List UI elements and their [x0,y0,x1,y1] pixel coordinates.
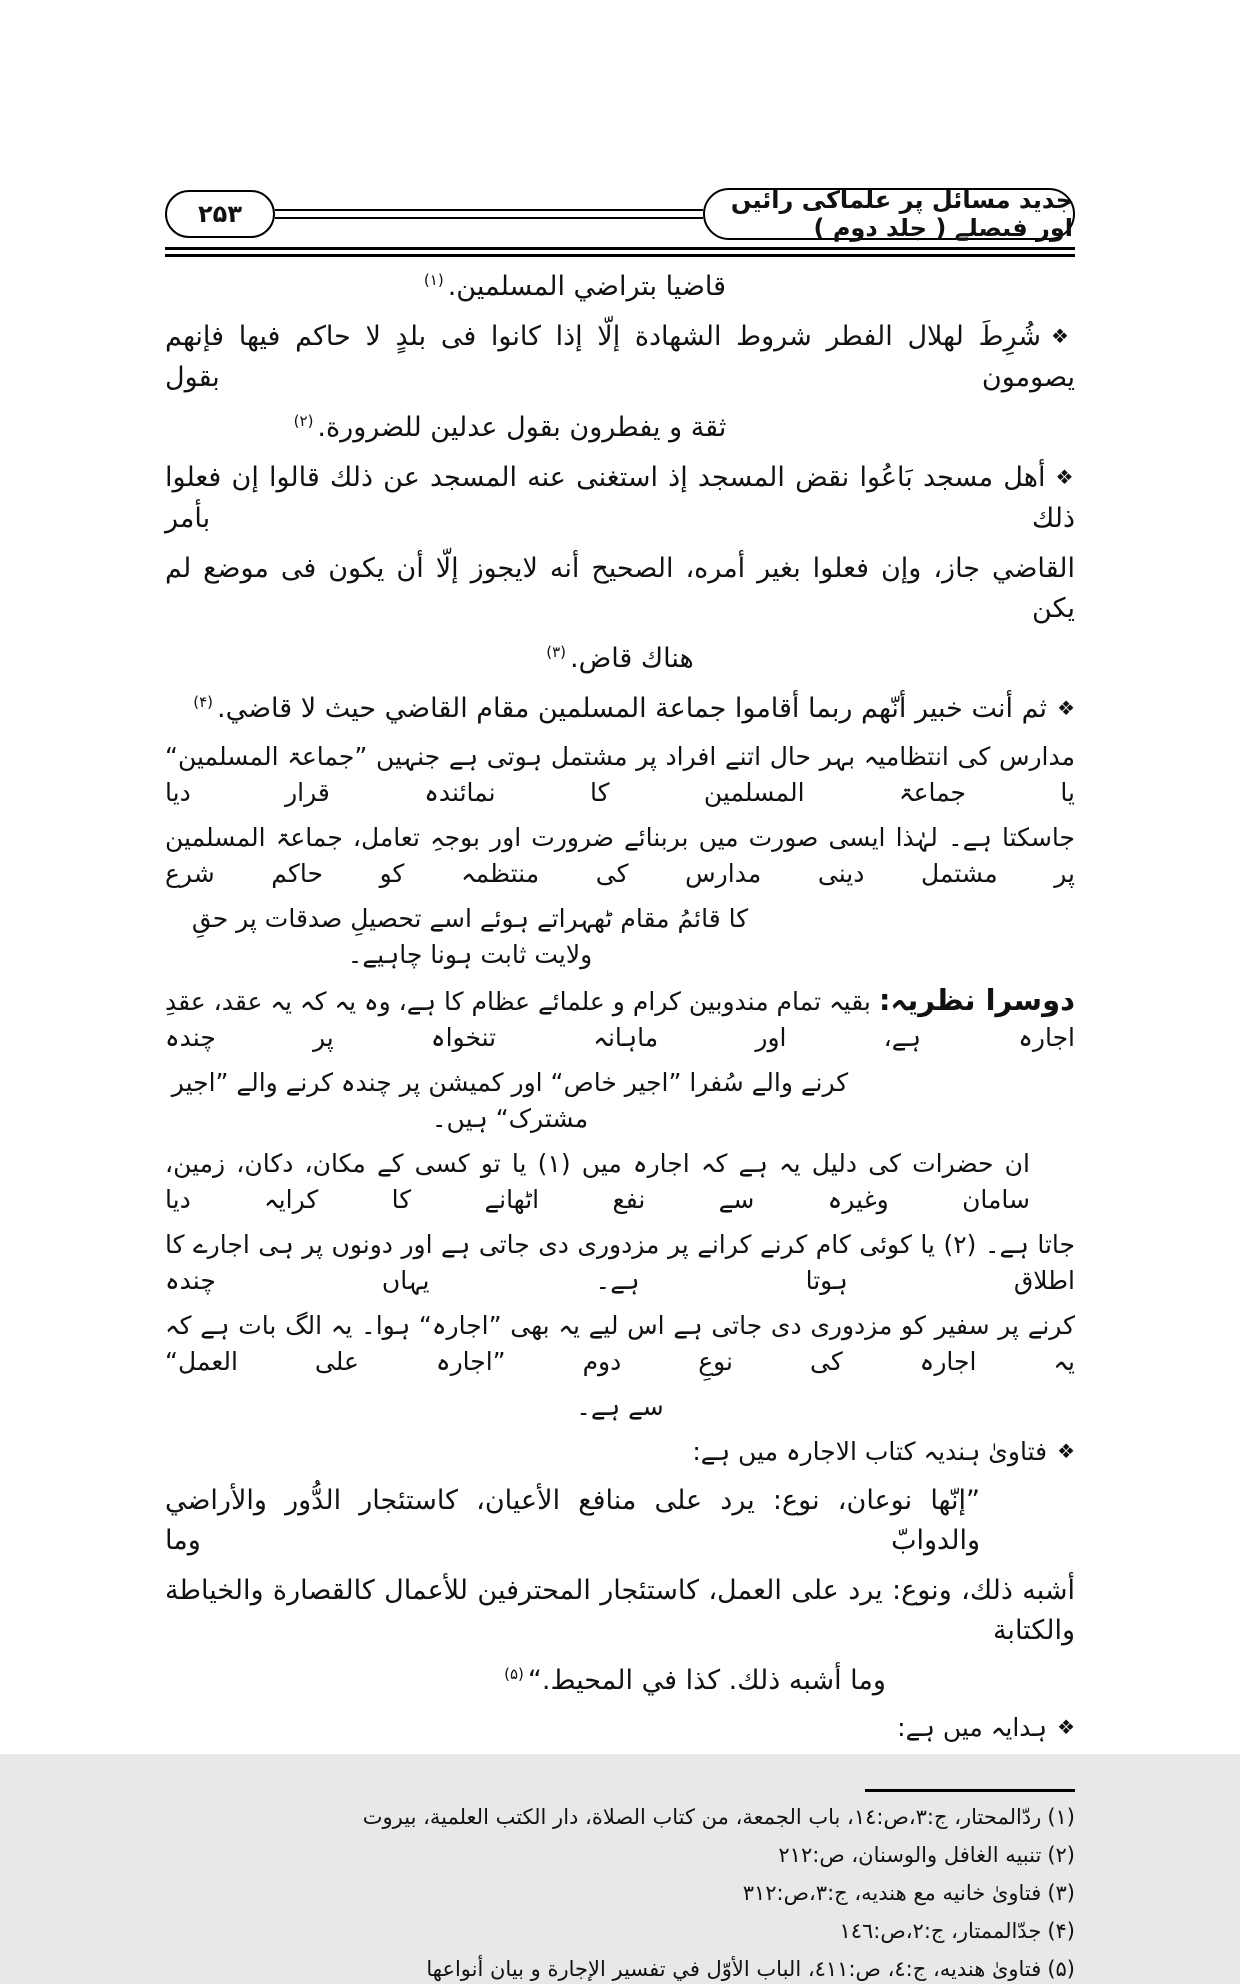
diamond-bullet-icon: ❖ [1057,1715,1075,1739]
footnote-ref-5: (۵) [504,1665,524,1683]
footnote-item [165,1916,1075,1946]
arabic-text: شُرِطَ لهلال الفطر شروط الشهادة إلّا إذا كانوا فى بلدٍ لا حاكم فیها فإنهم یصومون بقول [165,321,1075,393]
urdu-line [165,1227,1075,1299]
urdu-text: ہدایہ میں ہے: [897,1713,1048,1742]
urdu-text: بقیہ تمام مندوبین کرام و علمائے عظام کا ہے، وہ یہ کہ یہ عقد، عقدِ اجارہ ہے، اور ماہانہ تنخواہ پر چندہ [165,987,1075,1052]
diamond-bullet-icon: ❖ [1057,1439,1075,1463]
arabic-continuation-line [165,639,1075,679]
urdu-line [165,739,1075,811]
footnote-marker: (۵) [1047,1957,1075,1981]
book-title: جدید مسائل پر علماکی رائیں اور فیصلے ( جلد دوم ) [730,186,1073,242]
footnote-separator [865,1789,1075,1792]
urdu-text: کا قائمُ مقام ٹھہراتے ہوئے اسے تحصیلِ صدقات پر حقِ ولایت ثابت ہونا چاہیے۔ [191,904,749,969]
arabic-bullet-line [165,458,1075,539]
arabic-quote-line [165,1481,1075,1561]
page-number: ۲۵۳ [198,200,242,228]
arabic-text: أشبه ذلك، ونوع: یرد على العمل، كاستئجار المحترفین للأعمال كالقصارة والخیاطة والكتابة [165,1575,1075,1646]
footnote-item [165,1954,1075,1984]
header-double-rule [165,247,1075,257]
arabic-text: ثقة و یفطرون بقول عدلین للضرورة. [317,412,727,443]
arabic-quote-line [165,1661,1075,1701]
urdu-text: ان حضرات کی دلیل یہ ہے کہ اجارہ میں (۱) یا تو کسی کے مکان، دکان، زمین، سامان وغیرہ سے نفع اٹھانے کا کرایہ دیا [165,1149,1030,1214]
footnote-item [165,1802,1075,1832]
arabic-bullet-line [165,689,1075,730]
footnote-ref-2: (۲) [293,412,314,430]
footnote-marker: (۴) [1047,1919,1075,1943]
header-connector-line [275,209,703,219]
arabic-continuation-line [165,408,1075,448]
urdu-text: مدارس کی انتظامیہ بہر حال اتنے افراد پر مشتمل ہوتی ہے جنہیں ”جماعۃ المسلمین“ یا جماعۃ المسلمین کا نمائندہ قرار دیا [165,742,1075,807]
footnote-item [165,1840,1075,1870]
diamond-bullet-icon: ❖ [1055,465,1075,489]
urdu-bullet-line [165,1710,1075,1747]
diamond-bullet-icon: ❖ [1057,696,1075,720]
arabic-text: قاضیا بتراضي المسلمین. [447,271,727,302]
urdu-text: کرنے والے سُفرا ”اجیر خاص“ اور کمیشن پر چندہ کرنے والے ”اجیر مشترک“ ہیں۔ [171,1068,849,1133]
urdu-line [165,901,1075,973]
urdu-heading-line [165,982,1075,1056]
arabic-text: ”إنّها نوعان، نوع: یرد على منافع الأعیان، كاستئجار الدُّور والأراضي والدوابّ وما [165,1485,980,1556]
arabic-continuation-line [165,549,1075,629]
footnote-text: جدّالممتار، ج:٢،ص:١٤٦ [839,1919,1042,1943]
urdu-line [165,1146,1075,1218]
footnote-text: فتاویٰ هندیه، ج:٤، ص:٤١١، الباب الأوّل في تفسیر الإجارة و بیان أنواعها [426,1957,1042,1981]
book-title-badge [703,188,1075,240]
footnote-text: فتاویٰ خانیه مع هندیه، ج:٣،ص:٣١٢ [742,1881,1042,1905]
arabic-continuation-line [165,267,1075,307]
page-header [165,188,1075,240]
footnote-ref-4: (۴) [193,693,214,711]
urdu-line [165,1308,1075,1380]
arabic-text: هناك قاض. [569,643,694,674]
footnote-marker: (۱) [1047,1805,1075,1829]
footnote-text: تنبیه الغافل والوسنان، ص:٢١٢ [778,1843,1042,1867]
urdu-text: فتاویٰ ہندیہ کتاب الاجارہ میں ہے: [692,1437,1048,1466]
footnote-text: ردّالمحتار، ج:٣،ص:١٤، باب الجمعة، من كتاب الصلاة، دار الكتب العلمیة، بیروت [362,1805,1042,1829]
footnotes-section [165,1789,1075,1984]
footnote-marker: (۲) [1047,1843,1075,1867]
footnote-ref-1: (۱) [423,271,444,289]
arabic-text: القاضي جاز، وإن فعلوا بغیر أمره، الصحیح أنه لایجوز إلّا أن یكون فى موضع لم یكن [165,553,1075,624]
urdu-text: جاتا ہے۔ (۲) یا کوئی کام کرنے کرانے پر مزدوری دی جاتی ہے اور دونوں پر ہی اجارے کا اطلاق ہوتا ہے۔ یہاں چندہ [165,1230,1075,1295]
arabic-text: ثم أنت خبیر أنّهم ربما أقاموا جماعة المسلمین مقام القاضي حیث لا قاضي. [217,693,1048,724]
urdu-text: سے ہے۔ [576,1392,664,1421]
urdu-text: جاسکتا ہے۔ لہٰذا ایسی صورت میں بربنائے ضرورت اور بوجہِ تعامل، جماعۃ المسلمین پر مشتمل دینی مدارس کی منتظمہ کو حاکم شرع [165,823,1075,888]
page-body [165,267,1075,1747]
footnote-item [165,1878,1075,1908]
page-number-badge [165,190,275,238]
urdu-line [165,1065,1075,1137]
second-opinion-heading: دوسرا نظریہ: [878,983,1075,1017]
arabic-text: أهل مسجد بَاعُوا نقض المسجد إذ استغنى عنه المسجد عن ذلك قالوا إن فعلوا ذلك بأمر [165,462,1075,534]
footnote-ref-3: (۳) [546,643,566,661]
footnote-marker: (۳) [1047,1881,1075,1905]
arabic-text: وما أشبه ذلك. كذا في المحیط.“ [527,1665,886,1696]
arabic-quote-line [165,1571,1075,1651]
arabic-bullet-line [165,317,1075,398]
urdu-line [165,1389,1075,1425]
urdu-line [165,820,1075,892]
urdu-text: کرنے پر سفیر کو مزدوری دی جاتی ہے اس لیے یہ بھی ”اجارہ“ ہوا۔ یہ الگ بات ہے کہ یہ اجارہ کی نوعِ دوم ”اجارہ علی العمل“ [165,1311,1075,1376]
diamond-bullet-icon: ❖ [1051,324,1076,348]
urdu-bullet-line [165,1434,1075,1471]
